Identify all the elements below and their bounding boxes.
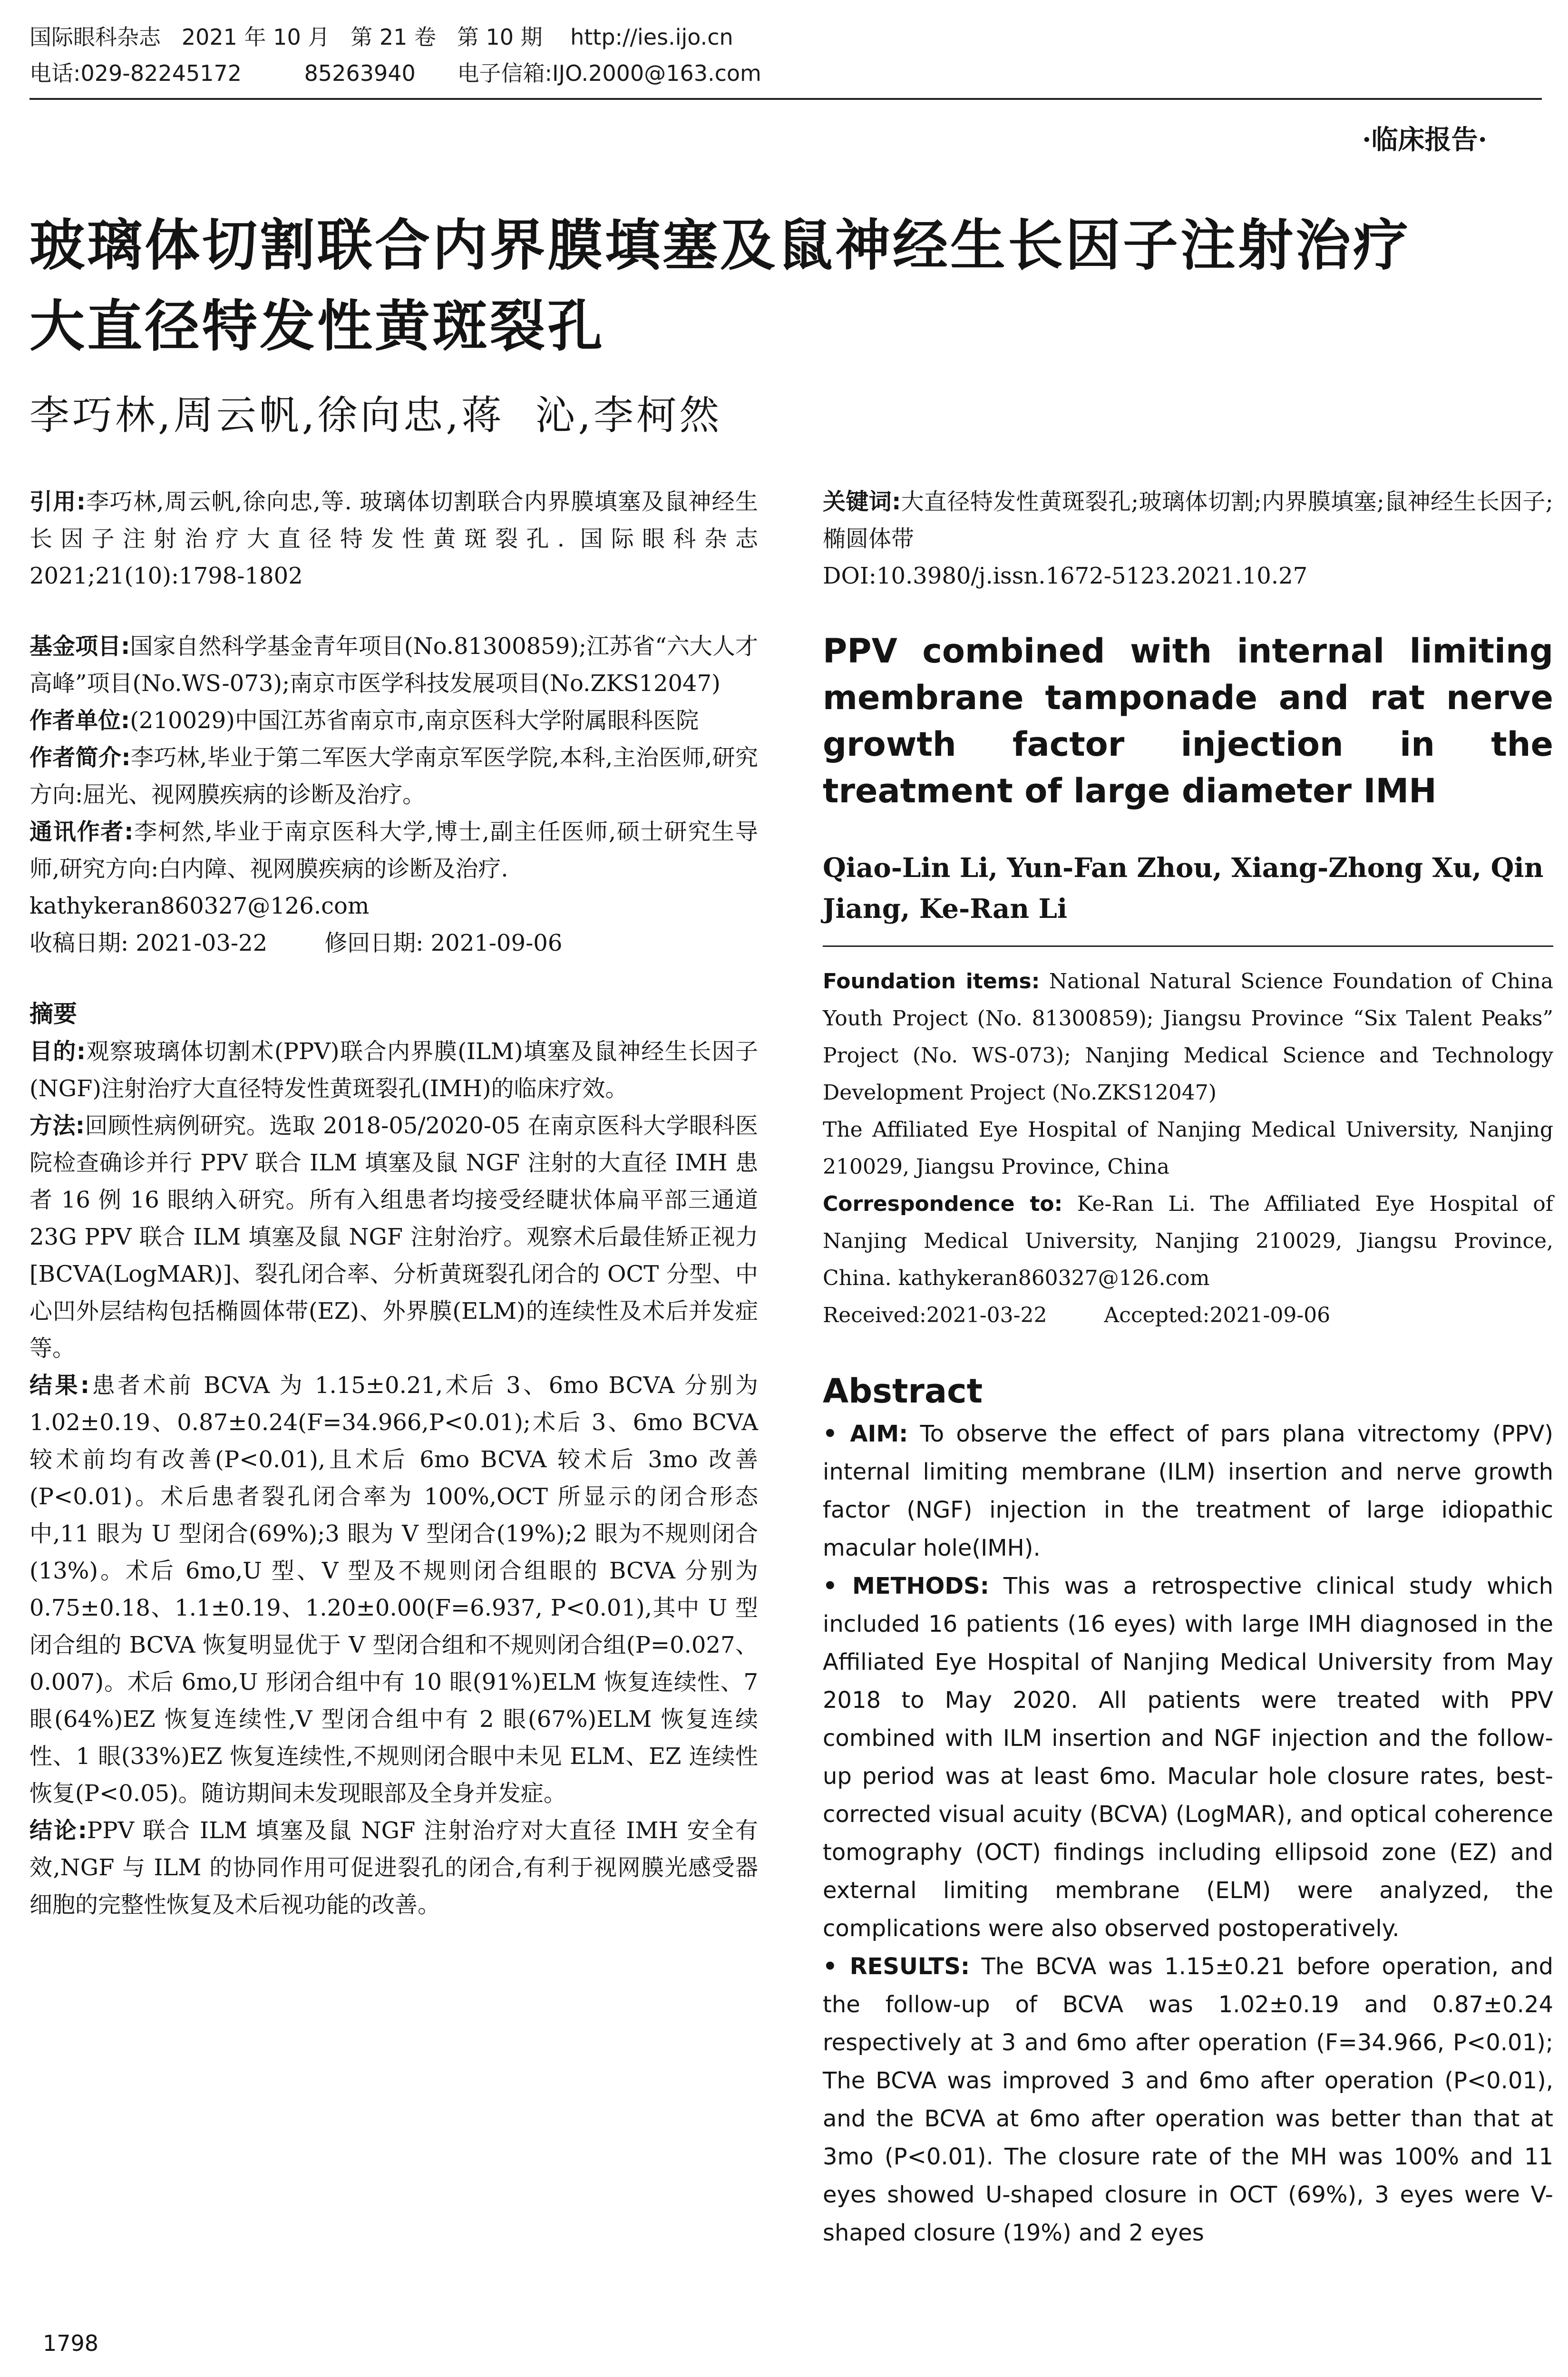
fund-label: 基金项目:: [29, 633, 130, 660]
cn-results: [29, 1367, 758, 1812]
fund-text: 国家自然科学基金青年项目(No.81300859);江苏省“六大人才高峰”项目(No.WS-073);南京市医学科技发展项目(No.ZKS12047): [29, 633, 758, 697]
citation: [29, 483, 758, 594]
article-title-line-1: 玻璃体切割联合内界膜填塞及鼠神经生长因子注射治疗: [29, 214, 1411, 278]
corr-text: 李柯然,毕业于南京医科大学,博士,副主任医师,硕士研究生导师,研究方向:白内障、视网膜疾病的诊断及治疗.: [29, 818, 758, 882]
keywords-label: 关键词:: [823, 488, 901, 515]
english-abstract-heading: Abstract: [823, 1372, 983, 1411]
keywords-text: 大直径特发性黄斑裂孔;玻璃体切割;内界膜填塞;鼠神经生长因子;椭圆体带: [823, 488, 1553, 552]
en-methods-label: • METHODS:: [823, 1573, 989, 1599]
affiliation: The Affiliated Eye Hospital of Nanjing Medical University, Nanjing 210029, Jiangsu Province, China: [823, 1118, 1553, 1179]
en-aim-text: To observe the effect of pars plana vitrectomy (PPV) internal limiting membrane (ILM) insertion and nerve growth factor (NGF) injection in the treatment of large idiopathic macular hole(IMH).: [823, 1421, 1554, 1561]
corr-label: 通讯作者:: [29, 818, 134, 845]
corresponding-author: [29, 813, 758, 887]
article-title: [29, 205, 1551, 367]
journal-contact-line: 电话:029-82245172 85263940 电子信箱:IJO.2000@163.com: [29, 60, 761, 86]
citation-text: 李巧林,周云帆,徐向忠,等. 玻璃体切割联合内界膜填塞及鼠神经生长因子注射治疗大直径特发性黄斑裂孔. 国际眼科杂志 2021;21(10):1798-1802: [29, 488, 759, 589]
cn-aim: [29, 1033, 758, 1107]
received-date-en: Received:2021-03-22: [823, 1303, 1047, 1327]
cn-abstract-heading: 摘要: [29, 1000, 77, 1028]
accepted-date-en: Accepted:2021-09-06: [1104, 1303, 1331, 1327]
english-authors: Qiao-Lin Li, Yun-Fan Zhou, Xiang-Zhong Xu, Qin Jiang, Ke-Ran Li: [823, 852, 1544, 925]
revised-date-cn: 修回日期: 2021-09-06: [324, 930, 563, 956]
correspondence-text: Ke-Ran Li. The Affiliated Eye Hospital of Nanjing Medical University, Nanjing 210029, Jiangsu Province, China. kathykeran860327@126.com: [823, 1192, 1554, 1290]
en-aim: [823, 1415, 1553, 1567]
bio-label: 作者简介:: [29, 744, 131, 771]
journal-info-line: 国际眼科杂志 2021 年 10 月 第 21 卷 第 10 期 http://ies.ijo.cn: [29, 24, 733, 50]
en-methods-text: This was a retrospective clinical study which included 16 patients (16 eyes) with large IMH diagnosed in the Affiliated Eye Hospital of Nanjing Medical University from May 2018 to May 2020. All patients were treated with PPV combined with ILM insertion and NGF injection and the follow-up period was at least 6mo. Macular hole closure rates, best-corrected visual acuity (BCVA) (LogMAR), and optical coherence tomography (OCT) findings including ellipsoid zone (EZ) and external limiting membrane (ELM) were analyzed, the complications were also observed postoperatively.: [823, 1573, 1553, 1942]
cn-conclusion-text: PPV 联合 ILM 填塞及鼠 NGF 注射治疗对大直径 IMH 安全有效,NGF 与 ILM 的协同作用可促进裂孔的闭合,有利于视网膜光感受器细胞的完整性恢复及术后视功能的改善。: [29, 1817, 758, 1918]
cn-methods-text: 回顾性病例研究。选取 2018-05/2020-05 在南京医科大学眼科医院检查确诊并行 PPV 联合 ILM 填塞及鼠 NGF 注射的大直径 IMH 患者 16 例 16 眼纳入研究。所有入组患者均接受经睫状体扁平部三通道 23G PPV 联合 ILM 填塞及鼠 NGF 注射治疗。观察术后最佳矫正视力[BCVA(LogMAR)]、裂孔闭合率、分析黄斑裂孔闭合的 OCT 分型、中心凹外层结构包括椭圆体带(EZ)、外界膜(ELM)的连续性及术后并发症等。: [29, 1112, 758, 1362]
foundation-items: [823, 963, 1553, 1111]
corr-email: kathykeran860327@126.com: [29, 893, 370, 919]
en-dates: [823, 1297, 1553, 1334]
doi: DOI:10.3980/j.issn.1672-5123.2021.10.27: [823, 563, 1308, 589]
citation-label: 引用:: [29, 488, 86, 515]
en-aim-label: • AIM:: [823, 1421, 908, 1447]
cn-results-label: 结果:: [29, 1372, 90, 1399]
cn-methods-label: 方法:: [29, 1112, 85, 1139]
cn-conclusion-label: 结论:: [29, 1817, 87, 1844]
bio-text: 李巧林,毕业于第二军医大学南京军医学院,本科,主治医师,研究方向:屈光、视网膜疾病的诊断及治疗。: [29, 744, 758, 808]
cn-results-text: 患者术前 BCVA 为 1.15±0.21,术后 3、6mo BCVA 分别为 1.02±0.19、0.87±0.24(F=34.966,P<0.01);术后 3、6mo BCVA 较术前均有改善(P<0.01),且术后 6mo BCVA 较术后 3mo 改善(P<0.01)。术后患者裂孔闭合率为 100%,OCT 所显示的闭合形态中,11 眼为 U 型闭合(69%);3 眼为 V 型闭合(19%);2 眼为不规则闭合(13%)。术后 6mo,U 型、V 型及不规则闭合组眼的 BCVA 分别为 0.75±0.18、1.1±0.19、1.20±0.00(F=6.937, P<0.01),其中 U 型闭合组的 BCVA 恢复明显优于 V 型闭合组和不规则闭合组(P=0.027、0.007)。术后 6mo,U 形闭合组中有 10 眼(91%)ELM 恢复连续性、7 眼(64%)EZ 恢复连续性,V 型闭合组中有 2 眼(67%)ELM 恢复连续性、1 眼(33%)EZ 恢复连续性,不规则闭合眼中未见 ELM、EZ 连续性恢复(P<0.05)。随访期间未发现眼部及全身并发症。: [29, 1372, 758, 1807]
en-results-text: The BCVA was 1.15±0.21 before operation, and the follow-up of BCVA was 1.02±0.19 and 0.87±0.24 respectively at 3 and 6mo after operation (F=34.966, P<0.01); The BCVA was improved 3 and 6mo after operation (P<0.01), and the BCVA at 6mo after operation was better than that at 3mo (P<0.01). The closure rate of the MH was 100% and 11 eyes showed U-shaped closure in OCT (69%), 3 eyes were V-shaped closure (19%) and 2 eyes: [823, 1953, 1553, 2246]
authors-divider: [823, 945, 1553, 947]
author-unit: [29, 702, 758, 739]
page-number: 1798: [43, 2330, 99, 2356]
left-column: [29, 483, 758, 1923]
keywords: [823, 483, 1553, 557]
right-column: [823, 483, 1553, 2252]
fund-info: [29, 628, 758, 702]
cn-conclusion: [29, 1812, 758, 1923]
cn-dates: [29, 925, 758, 962]
received-date-cn: 收稿日期: 2021-03-22: [29, 930, 268, 956]
cn-aim-label: 目的:: [29, 1038, 86, 1065]
article-title-line-2: 大直径特发性黄斑裂孔: [29, 294, 605, 359]
cn-aim-text: 观察玻璃体切割术(PPV)联合内界膜(ILM)填塞及鼠神经生长因子(NGF)注射治疗大直径特发性黄斑裂孔(IMH)的临床疗效。: [29, 1038, 758, 1102]
correspondence-label: Correspondence to:: [823, 1192, 1063, 1216]
unit-label: 作者单位:: [29, 707, 130, 734]
foundation-text: National Natural Science Foundation of China Youth Project (No. 81300859); Jiangsu Province “Six Talent Peaks” Project (No. WS-073); Nanjing Medical Science and Technology Development Project (No.ZKS12047): [823, 969, 1553, 1105]
cn-methods: [29, 1107, 758, 1367]
section-tag: ·临床报告·: [1362, 124, 1487, 156]
en-results-label: • RESULTS:: [823, 1953, 970, 1980]
header-divider: [29, 98, 1542, 100]
foundation-label: Foundation items:: [823, 969, 1040, 994]
english-title: PPV combined with internal limiting membrane tamponade and rat nerve growth factor injection in the treatment of large diameter IMH: [823, 632, 1553, 810]
author-list: 李巧林,周云帆,徐向忠,蒋 沁,李柯然: [29, 392, 722, 438]
en-results: [823, 1948, 1553, 2252]
unit-text: (210029)中国江苏省南京市,南京医科大学附属眼科医院: [130, 707, 699, 734]
author-bio: [29, 739, 758, 813]
journal-header: [29, 19, 1542, 91]
en-methods: [823, 1567, 1553, 1948]
correspondence: [823, 1186, 1553, 1297]
